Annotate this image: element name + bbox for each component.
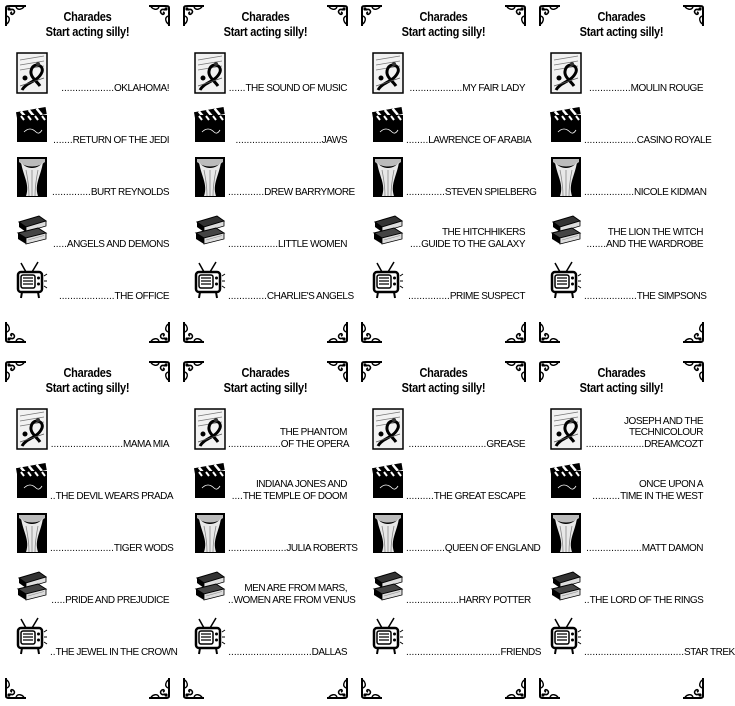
corner-ornament-icon [538,360,562,384]
card-heading [393,366,494,396]
heading-subtitle: Start acting silly! [45,25,130,39]
charades-item [194,208,347,252]
corner-ornament-icon [325,676,349,700]
item-answer [584,186,707,199]
item-answer [406,83,525,95]
heading-subtitle: Start acting silly! [45,381,130,395]
answer-blank: ................... [584,290,637,302]
answer-text: FRIENDS [500,646,541,658]
answer-text: THE TEMPLE OF DOOM [242,490,347,502]
theatre-curtain-icon [372,156,404,198]
answer-text: DALLAS [311,646,347,658]
heading-title: Charades [597,366,646,380]
theatre-curtain-icon [372,512,404,554]
answer-text: THE DEVIL WEARS PRADA [55,490,174,502]
theatre-curtain-icon [194,512,226,554]
answer-text: MEN ARE FROM MARS, [244,583,347,594]
books-icon [16,208,48,250]
card-heading [37,366,138,396]
corner-ornament-icon [147,676,171,700]
item-answer [228,239,347,251]
answer-text: WOMEN ARE FROM VENUS [233,594,356,606]
answer-blank: ................... [61,82,115,94]
item-answer [584,416,703,451]
answer-text: LAWRENCE OF ARABIA [428,134,532,146]
corner-ornament-icon [538,320,562,344]
charades-item [194,512,358,556]
answer-text: LITTLE WOMEN [278,238,348,250]
item-answer [50,595,169,607]
charades-card [178,356,358,706]
answer-text: THE SIMPSONS [636,290,707,302]
answer-blank: .... [231,490,243,502]
heading-title: Charades [63,366,112,380]
answer-blank: ................... [228,438,281,450]
answer-text: TIGER WODS [113,542,174,554]
charades-card [0,356,178,706]
card-heading [571,10,672,40]
charades-item [550,460,703,504]
answer-blank: .............. [406,186,445,198]
charades-item [194,52,347,96]
answer-blank: .............. [406,542,445,554]
answer-text: OF THE OPERA [280,438,350,450]
item-answer [584,227,703,250]
answer-text: THE PHANTOM [279,427,347,438]
answer-text: INDIANA JONES AND [256,479,347,490]
answer-text: HARRY POTTER [458,594,531,606]
answer-text: CHARLIE'S ANGELS [266,290,354,302]
corner-ornament-icon [325,360,349,384]
corner-ornament-icon [147,360,171,384]
answer-blank: .................. [228,238,279,250]
item-answer [228,647,347,659]
books-icon [372,564,404,606]
answer-blank: ............................... [235,134,322,146]
music-score-icon [372,52,404,94]
charades-item [16,104,169,148]
corner-ornament-icon [4,360,28,384]
answer-text: DREAMCOZT [644,438,703,450]
answer-blank: .. [584,594,590,606]
item-answer [406,134,532,147]
charades-item [372,208,525,252]
charades-item [550,104,712,148]
heading-title: Charades [419,366,468,380]
item-answer [406,227,525,250]
music-score-icon [16,408,48,450]
heading-subtitle: Start acting silly! [223,25,308,39]
answer-text: RETURN OF THE JEDI [72,134,169,146]
television-icon [372,260,404,302]
answer-text: THE OFFICE [114,290,169,302]
item-answer [228,583,356,606]
charades-item [194,408,350,452]
heading-subtitle: Start acting silly! [401,25,486,39]
charades-item [16,564,169,608]
item-answer [584,479,703,502]
television-icon [16,260,48,302]
answer-blank: .............. [228,290,267,302]
item-answer [406,491,525,503]
music-score-icon [194,52,226,94]
heading-title: Charades [597,10,646,24]
item-answer [50,83,169,95]
answer-blank: ..... [53,238,67,250]
heading-title: Charades [241,366,290,380]
item-answer [50,239,169,251]
item-answer [584,134,712,147]
television-icon [372,616,404,658]
answer-blank: .............. [51,186,91,198]
answer-text: CASINO ROYALE [636,134,712,146]
corner-ornament-icon [681,320,705,344]
corner-ornament-icon [182,360,206,384]
music-score-icon [550,52,582,94]
corner-ornament-icon [360,320,384,344]
heading-subtitle: Start acting silly! [401,381,486,395]
item-answer [228,427,350,450]
charades-item [372,260,525,304]
item-answer [406,594,531,607]
answer-text: JULIA ROBERTS [286,542,358,554]
charades-item [194,156,355,200]
charades-item [550,156,707,200]
answer-blank: ..... [51,594,66,606]
television-icon [194,260,226,302]
charades-item [16,408,169,452]
corner-ornament-icon [538,4,562,28]
item-answer [50,490,174,503]
charades-item [372,104,532,148]
item-answer [584,290,707,303]
answer-text: THE LION THE WITCH [607,227,703,238]
charades-item [372,408,525,452]
answer-text: GREASE [486,438,525,450]
heading-title: Charades [241,10,290,24]
heading-subtitle: Start acting silly! [223,381,308,395]
charades-item [194,104,347,148]
theatre-curtain-icon [550,512,582,554]
item-answer [50,187,169,199]
item-answer [228,542,358,555]
answer-text: OKLAHOMA! [114,82,169,94]
answer-blank: .................................... [584,646,685,658]
charades-item [372,564,531,608]
music-score-icon [372,408,404,450]
books-icon [550,208,582,250]
books-icon [372,208,404,250]
answer-text: ONCE UPON A [639,479,703,490]
answer-text: STAR TREK [684,646,735,658]
answer-blank: .......... [406,490,434,502]
charades-item [372,460,525,504]
heading-subtitle: Start acting silly! [579,381,664,395]
corner-ornament-icon [182,320,206,344]
clapperboard-icon [550,104,582,146]
charades-card [534,0,712,350]
answer-text: TECHNICOLOUR [628,427,703,438]
music-score-icon [194,408,226,450]
answer-text: BURT REYNOLDS [90,186,169,198]
answer-text: DREW BARRYMORE [264,186,355,198]
item-answer [228,186,355,199]
clapperboard-icon [16,104,48,146]
theatre-curtain-icon [16,156,48,198]
answer-text: QUEEN OF ENGLAND [444,542,541,554]
answer-text: JOSEPH AND THE [624,415,703,427]
item-answer [50,291,169,303]
answer-blank: ................... [409,82,463,94]
item-answer [406,186,537,199]
corner-ornament-icon [4,320,28,344]
answer-blank: .............................. [228,646,312,658]
books-icon [194,208,226,250]
charades-item [16,156,169,200]
answer-blank: .................. [584,186,635,198]
answer-blank: ...... [228,82,246,94]
charades-item [550,260,707,304]
corner-ornament-icon [503,4,527,28]
answer-text: THE SOUND OF MUSIC [245,82,347,94]
item-answer [228,135,347,147]
corner-ornament-icon [182,4,206,28]
item-answer [406,542,541,555]
charades-item [372,512,541,556]
charades-item [16,52,169,96]
answer-blank: .......... [592,490,621,502]
answer-blank: .... [410,238,422,250]
charades-item [550,408,703,452]
card-heading [393,10,494,40]
answer-text: THE HITCHHIKERS [441,227,525,238]
answer-blank: ........ [406,134,429,146]
answer-blank: ................... [584,134,637,146]
answer-blank: .................... [586,542,642,554]
item-answer [228,83,347,95]
answer-blank: ....... [586,238,606,250]
answer-blank: .................... [58,290,115,302]
corner-ornament-icon [681,4,705,28]
charades-card [356,0,537,350]
item-answer [50,542,174,555]
answer-text: AND THE WARDROBE [605,238,703,250]
answer-blank: ....................... [50,542,114,554]
item-answer [228,290,354,303]
books-icon [550,564,582,606]
charades-card [356,356,541,706]
corner-ornament-icon [325,4,349,28]
item-answer [584,595,703,607]
answer-text: MATT DAMON [641,542,703,554]
item-answer [406,646,541,659]
charades-item [372,52,525,96]
charades-item [194,616,347,660]
corner-ornament-icon [503,320,527,344]
answer-text: MAMA MIA [122,438,169,450]
charades-item [16,260,169,304]
answer-text: GUIDE TO THE GALAXY [421,238,525,250]
corner-ornament-icon [503,676,527,700]
answer-blank: .......................... [50,438,123,450]
heading-title: Charades [63,10,112,24]
answer-blank: ............... [588,82,631,94]
corner-ornament-icon [681,676,705,700]
item-answer [584,543,703,555]
answer-blank: .. [50,490,56,502]
item-answer [50,135,169,147]
charades-card [534,356,735,706]
theatre-curtain-icon [194,156,226,198]
clapperboard-icon [194,104,226,146]
answer-text: MY FAIR LADY [462,82,525,94]
television-icon [194,616,226,658]
answer-text: THE GREAT ESCAPE [433,490,526,502]
answer-blank: ............................ [408,438,487,450]
corner-ornament-icon [147,4,171,28]
answer-text: PRIDE AND PREJUDICE [65,594,169,606]
answer-blank: ................... [406,594,459,606]
corner-ornament-icon [147,320,171,344]
theatre-curtain-icon [550,156,582,198]
answer-blank: ..................... [228,542,287,554]
books-icon [16,564,48,606]
television-icon [16,616,48,658]
television-icon [550,616,582,658]
answer-blank: .................................. [406,646,501,658]
clapperboard-icon [372,104,404,146]
theatre-curtain-icon [16,512,48,554]
item-answer [228,479,347,502]
answer-text: NICOLE KIDMAN [634,186,707,198]
card-heading [215,366,316,396]
charades-item [194,460,347,504]
charades-item [16,616,178,660]
charades-item [550,564,703,608]
answer-text: TIME IN THE WEST [620,490,703,502]
card-heading [571,366,672,396]
charades-item [194,260,354,304]
clapperboard-icon [372,460,404,502]
answer-blank: .. [228,594,234,606]
charades-item [16,460,174,504]
answer-text: PRIME SUSPECT [449,290,525,302]
charades-card [178,0,353,350]
corner-ornament-icon [325,320,349,344]
heading-title: Charades [419,10,468,24]
television-icon [550,260,582,302]
item-answer [50,646,178,659]
corner-ornament-icon [360,676,384,700]
charades-item [372,616,541,660]
music-score-icon [550,408,582,450]
corner-ornament-icon [360,4,384,28]
answer-text: STEVEN SPIELBERG [444,186,537,198]
corner-ornament-icon [4,4,28,28]
corner-ornament-icon [360,360,384,384]
corner-ornament-icon [681,360,705,384]
item-answer [584,646,735,659]
corner-ornament-icon [182,676,206,700]
answer-text: MOULIN ROUGE [630,82,703,94]
charades-item [550,208,703,252]
charades-item [550,512,703,556]
clapperboard-icon [16,460,48,502]
answer-text: THE LORD OF THE RINGS [589,594,704,606]
charades-item [550,616,735,660]
charades-item [372,156,537,200]
clapperboard-icon [194,460,226,502]
books-icon [194,564,226,606]
corner-ornament-icon [503,360,527,384]
card-heading [215,10,316,40]
answer-blank: ............... [408,290,450,302]
answer-blank: ....... [53,134,73,146]
item-answer [406,291,525,303]
answer-text: JAWS [321,134,347,146]
answer-text: ANGELS AND DEMONS [66,238,169,250]
charades-item [16,208,169,252]
answer-blank: ..................... [585,438,645,450]
charades-card [0,0,175,350]
item-answer [584,83,703,95]
answer-blank: ............. [228,186,265,198]
corner-ornament-icon [538,676,562,700]
item-answer [406,439,525,451]
card-heading [37,10,138,40]
item-answer [50,439,169,451]
music-score-icon [16,52,48,94]
charades-item [194,564,356,608]
answer-blank: .. [50,646,56,658]
answer-text: THE JEWEL IN THE CROWN [55,646,178,658]
heading-subtitle: Start acting silly! [579,25,664,39]
charades-item [16,512,174,556]
corner-ornament-icon [4,676,28,700]
charades-item [550,52,703,96]
clapperboard-icon [550,460,582,502]
